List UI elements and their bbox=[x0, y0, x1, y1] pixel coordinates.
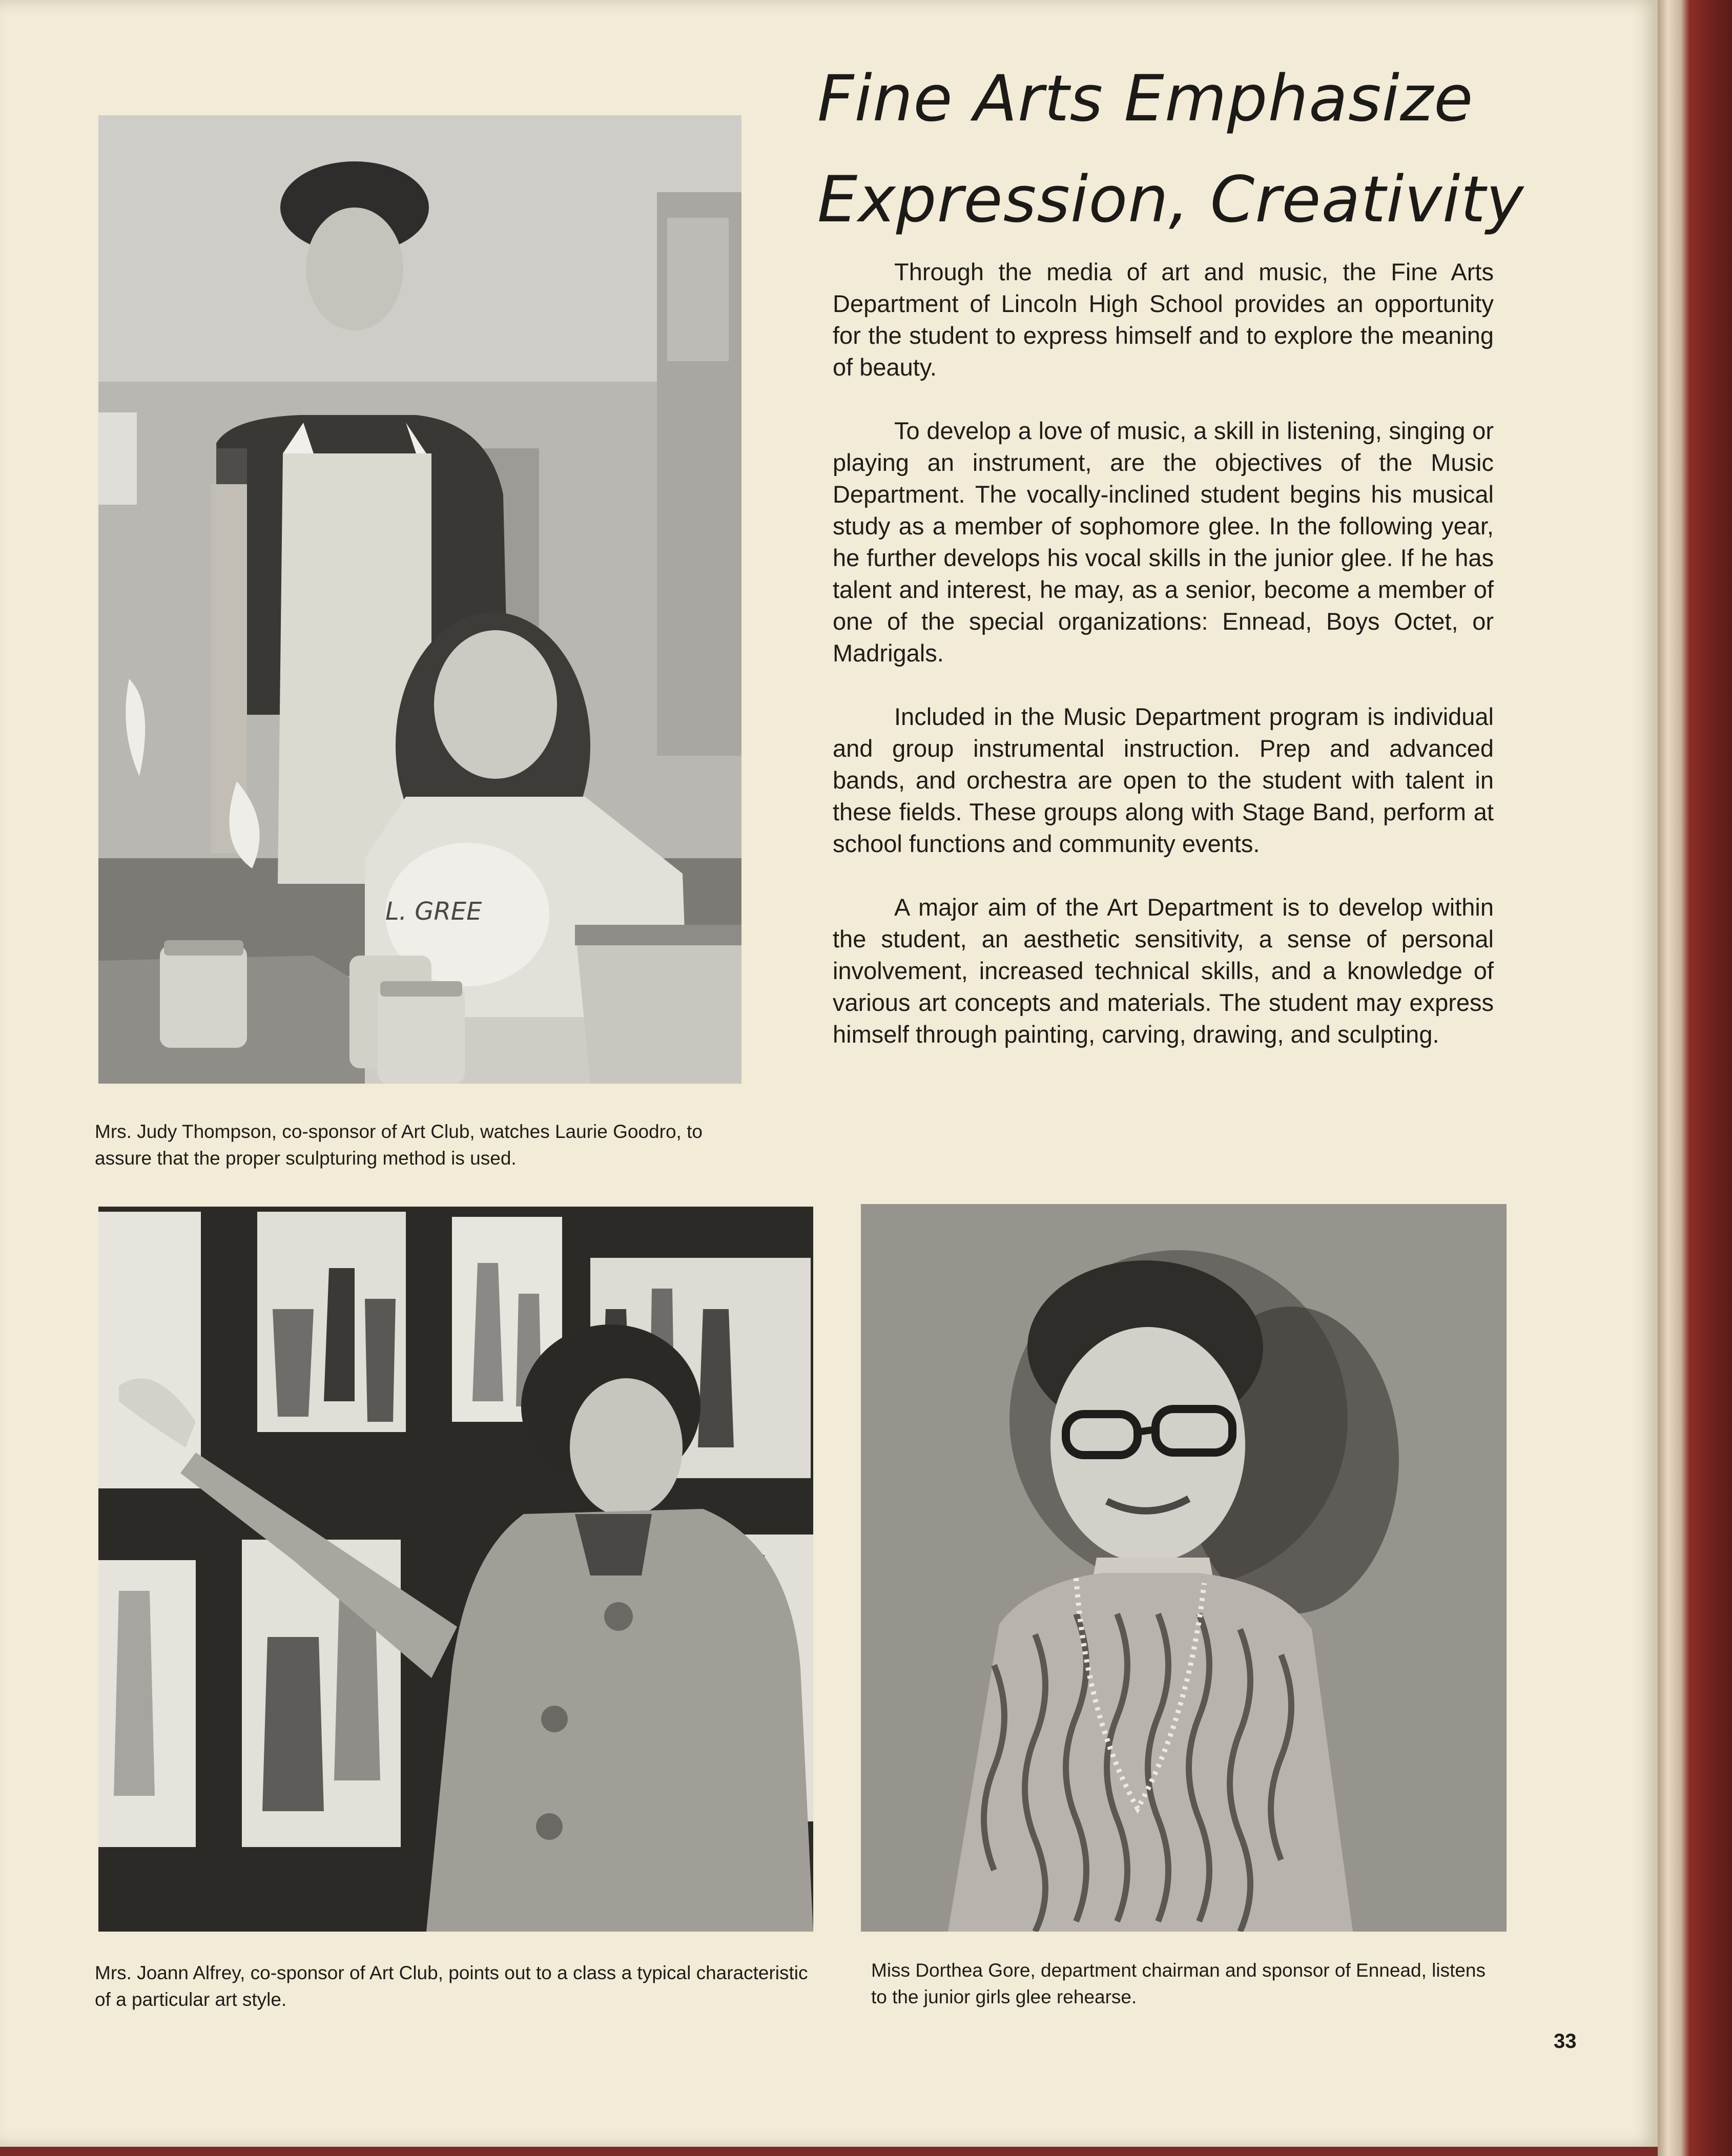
caption-portrait: Miss Dorthea Gore, department chairman and sponsor of Ennead, listens to the junior girls glee rehearse. bbox=[871, 1960, 1486, 2007]
headline-line-2: Expression, Creativity bbox=[817, 163, 1524, 237]
portrait-photo-image bbox=[861, 1204, 1507, 1932]
page-number: 33 bbox=[1554, 2030, 1577, 2053]
paragraph-art: A major aim of the Art Department is to develop within the student, an aesthetic sensitivity, a sense of personal involvement, increased technical skills, and a knowledge of various art concepts and materials. The student may express himself through painting, carving, drawing, and sculpting. bbox=[833, 894, 1494, 1048]
photo-sculpture bbox=[98, 115, 741, 1084]
paragraph-intro: Through the media of art and music, the Fine Arts Department of Lincoln High School provides an opportunity for the student to express himself and to explore the meaning of beauty. bbox=[833, 258, 1494, 381]
article-body bbox=[833, 256, 1494, 1082]
caption-art-wall: Mrs. Joann Alfrey, co-sponsor of Art Club, points out to a class a typical characteristic of a particular art style. bbox=[95, 1962, 808, 2010]
sculpture-inscription: L. GREE bbox=[385, 897, 482, 926]
photo-portrait bbox=[861, 1204, 1507, 1932]
art-wall-photo-image bbox=[98, 1207, 813, 1932]
headline-line-1: Fine Arts Emphasize bbox=[817, 62, 1474, 136]
page-headline bbox=[817, 49, 1586, 251]
caption-sculpture: Mrs. Judy Thompson, co-sponsor of Art Club, watches Laurie Goodro, to assure that the proper sculpturing method is used. bbox=[95, 1121, 703, 1169]
book-binding-edge bbox=[1658, 0, 1732, 2156]
photo-art-wall bbox=[98, 1207, 813, 1932]
sculpture-photo-image bbox=[98, 115, 741, 1084]
paragraph-music: To develop a love of music, a skill in listening, singing or playing an instrument, are the objectives of the Music Department. The vocally-inclined student begins his musical study as a member of sophomore glee. In the following year, he further develops his vocal skills in the junior glee. If he has talent and interest, he may, as a senior, become a member of one of the special organizations: Ennead, Boys Octet, or Madrigals. bbox=[833, 417, 1494, 667]
paragraph-instrumental: Included in the Music Department program is individual and group instrumental instruction. Prep and advanced bands, and orchestra are open to the student with talent in these fields. These groups along with Stage Band, perform at school functions and community events. bbox=[833, 703, 1494, 857]
